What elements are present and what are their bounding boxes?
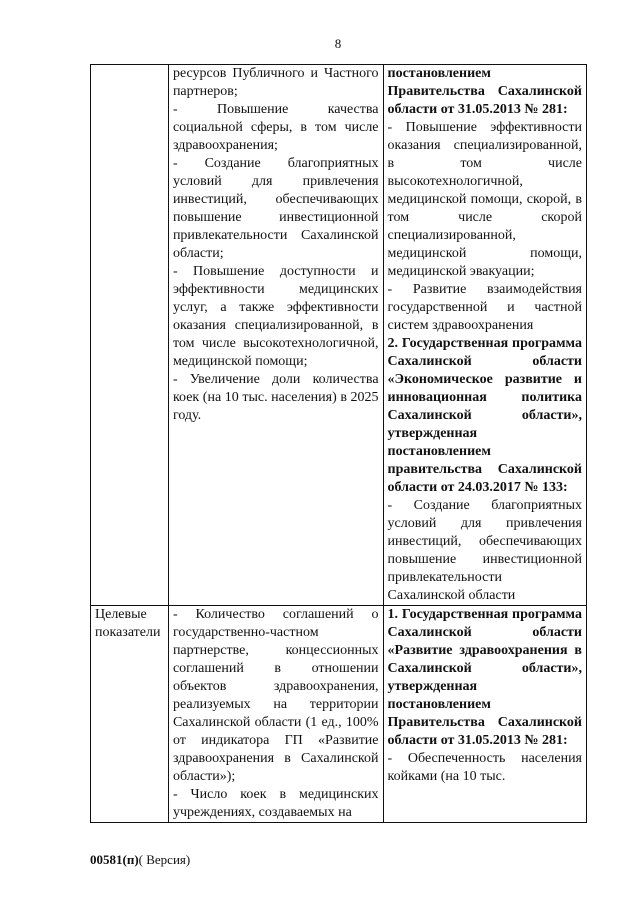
program-heading: 2. Государственная программа Сахалинской области «Экономическое развитие и инновационная политика Сахалинской области», утвержденная постановлением правительства Сахалинской области от 24.03.2017 № 133: (387, 336, 582, 495)
row-label-cell (91, 65, 169, 606)
measure-paragraph: - Число коек в медицинских учреждениях, создаваемых на (172, 787, 379, 820)
program-paragraph: - Повышение эффективности оказания специализированной, в том числе высокотехнологичной, медицинской помощи, скорой, в том числе скорой специализированной, медицинской помощи, медицинской эвакуации; (387, 120, 582, 279)
program-table-body (91, 65, 587, 823)
measures-cell (168, 65, 383, 606)
program-heading: 1. Государственная программа Сахалинской области «Развитие здравоохранения в Сахалинской области», утвержденная постановлением Правительства Сахалинской области от 31.05.2013 № 281: (387, 607, 582, 748)
document-footer (90, 852, 190, 868)
program-paragraph: - Развитие взаимодействия государственной и частной систем здравоохранения (387, 282, 582, 333)
document-code: 00581(п) (90, 852, 139, 867)
measure-paragraph: - Повышение доступности и эффективности медицинских услуг, а также эффективности оказания специализированной, в том числе высокотехнологичной, медицинской помощи; (172, 264, 379, 369)
program-paragraph: - Создание благоприятных условий для привлечения инвестиций, обеспечивающих повышение инвестиционной привлекательности Сахалинской области (387, 498, 582, 603)
row-label: Целевые показатели (95, 607, 161, 640)
row-label-cell (91, 606, 169, 823)
program-heading: постановлением Правительства Сахалинской области от 31.05.2013 № 281: (387, 66, 582, 117)
measure-paragraph: ресурсов Публичного и Частного партнеров; (172, 66, 379, 99)
measure-paragraph: - Увеличение доли количества коек (на 10 тыс. населения) в 2025 году. (172, 372, 379, 423)
measure-paragraph: - Количество соглашений о государственно-частном партнерстве, концессионных соглашений в отношении объектов здравоохранения, реализуемых на территории Сахалинской области (1 ед., 100% от индикатора ГП «Развитие здравоохранения в Сахалинской области»); (172, 607, 379, 784)
measure-paragraph: - Повышение качества социальной сферы, в том числе здравоохранения; (172, 102, 379, 153)
measure-paragraph: - Создание благоприятных условий для привлечения инвестиций, обеспечивающих повышение инвестиционной привлекательности Сахалинской области; (172, 156, 379, 261)
document-version: ( Версия) (138, 852, 191, 867)
table-row (91, 606, 587, 823)
program-cell (383, 606, 586, 823)
program-paragraph: - Обеспеченность населения койками (на 10 тыс. (387, 751, 582, 784)
program-table (90, 64, 587, 823)
measures-cell (168, 606, 383, 823)
table-row (91, 65, 587, 606)
program-cell (383, 65, 586, 606)
page-number: 8 (334, 36, 342, 51)
